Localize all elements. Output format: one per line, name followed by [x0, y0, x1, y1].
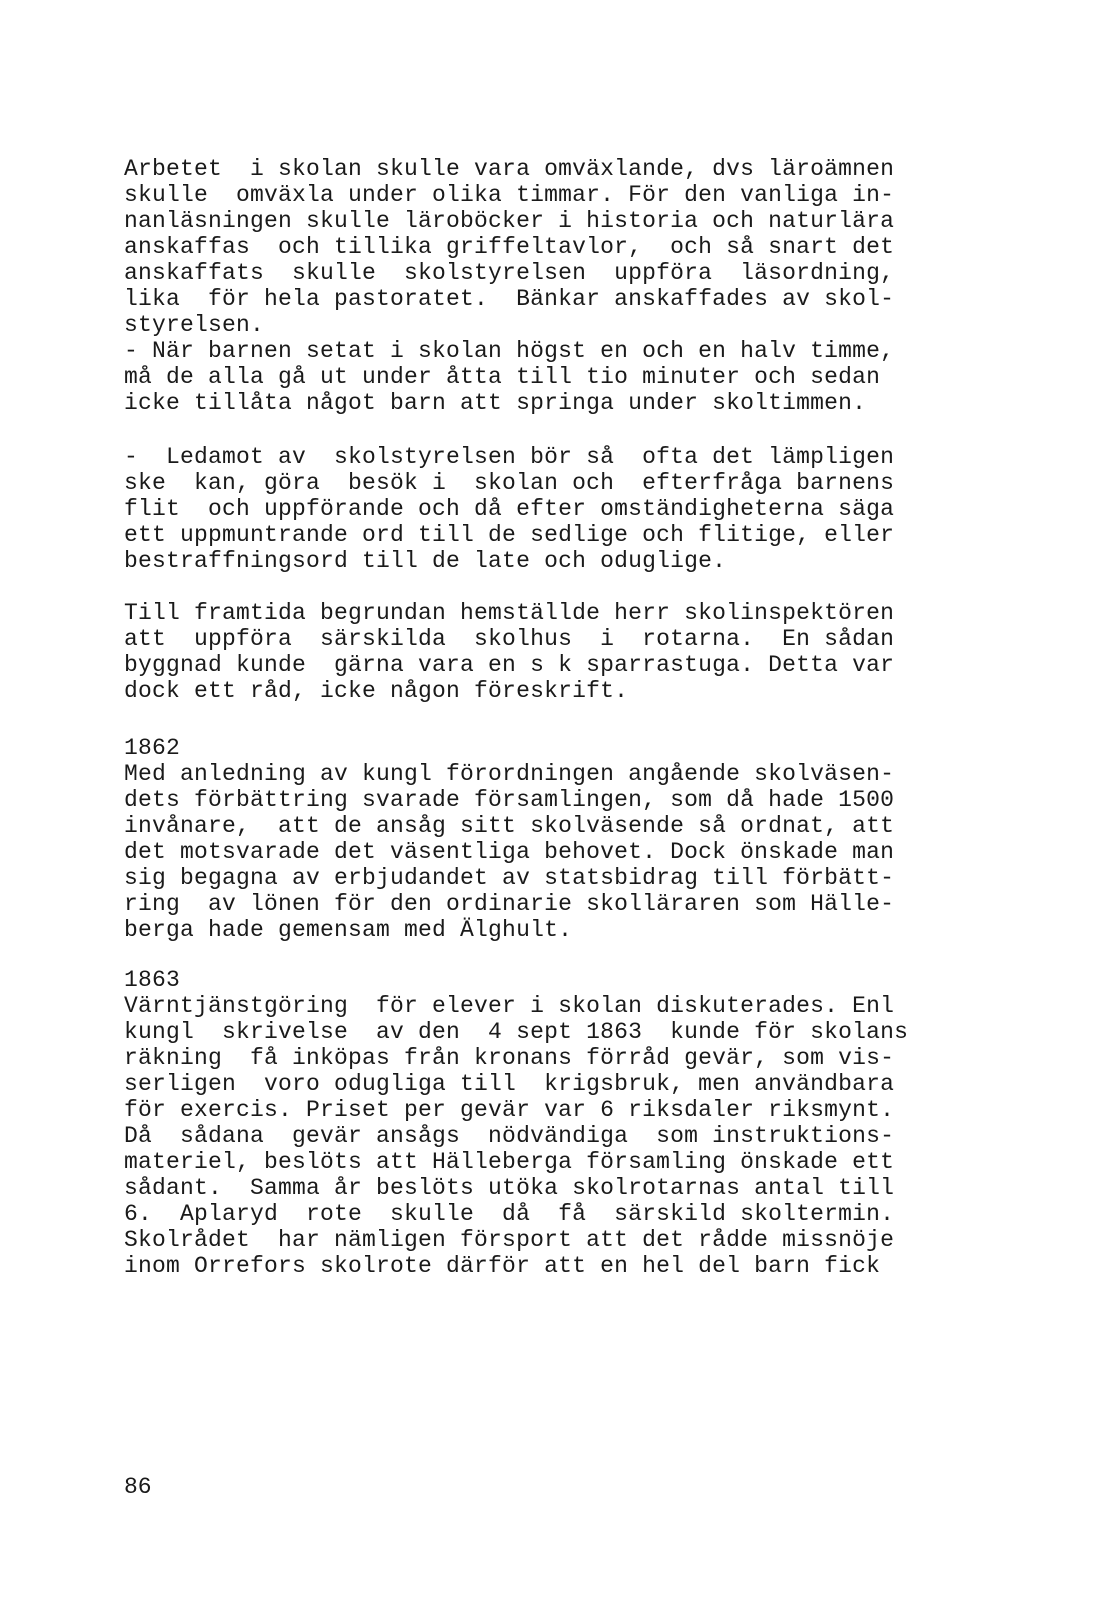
text-line: för exercis. Priset per gevär var 6 riksdaler riksmynt.	[124, 1097, 895, 1123]
text-line: byggnad kunde gärna vara en s k sparrastuga. Detta var	[124, 652, 895, 678]
paragraph-1862	[124, 735, 1004, 943]
text-line: styrelsen.	[124, 312, 265, 338]
text-line: må de alla gå ut under åtta till tio minuter och sedan	[124, 364, 881, 390]
text-line: ett uppmuntrande ord till de sedlige och flitige, eller	[124, 522, 895, 548]
text-line: bestraffningsord till de late och oduglige.	[124, 548, 727, 574]
year-heading: 1863	[124, 967, 181, 993]
text-line: icke tillåta något barn att springa under skoltimmen.	[124, 390, 867, 416]
text-line: att uppföra särskilda skolhus i rotarna. En sådan	[124, 626, 895, 652]
text-line: flit och uppförande och då efter omständigheterna säga	[124, 496, 895, 522]
text-line: - Ledamot av skolstyrelsen bör så ofta det lämpligen	[124, 444, 895, 470]
text-line: lika för hela pastoratet. Bänkar anskaffades av skol-	[124, 286, 895, 312]
text-line: dock ett råd, icke någon föreskrift.	[124, 678, 629, 704]
text-line: 6. Aplaryd rote skulle då få särskild skoltermin.	[124, 1201, 895, 1227]
text-line: berga hade gemensam med Älghult.	[124, 917, 573, 943]
text-line: ske kan, göra besök i skolan och efterfråga barnens	[124, 470, 895, 496]
text-line: serligen voro odugliga till krigsbruk, men användbara	[124, 1071, 895, 1097]
paragraph-2	[124, 444, 1004, 574]
text-line: ring av lönen för den ordinarie skolläraren som Hälle-	[124, 891, 895, 917]
paragraph-1863	[124, 967, 1004, 1279]
text-line: dets förbättring svarade församlingen, som då hade 1500	[124, 787, 895, 813]
text-line: kungl skrivelse av den 4 sept 1863 kunde för skolans	[124, 1019, 909, 1045]
text-line: Då sådana gevär ansågs nödvändiga som instruktions-	[124, 1123, 895, 1149]
text-line: anskaffas och tillika griffeltavlor, och så snart det	[124, 234, 895, 260]
text-line: - När barnen setat i skolan högst en och en halv timme,	[124, 338, 895, 364]
text-line: inom Orrefors skolrote därför att en hel del barn fick	[124, 1253, 881, 1279]
text-line: räkning få inköpas från kronans förråd gevär, som vis-	[124, 1045, 895, 1071]
text-line: Skolrådet har nämligen försport att det rådde missnöje	[124, 1227, 895, 1253]
text-line: materiel, beslöts att Hälleberga församling önskade ett	[124, 1149, 895, 1175]
year-heading: 1862	[124, 735, 181, 761]
page-number: 86	[124, 1474, 152, 1500]
text-line: Arbetet i skolan skulle vara omväxlande, dvs läroämnen	[124, 156, 895, 182]
text-line: sådant. Samma år beslöts utöka skolrotarnas antal till	[124, 1175, 895, 1201]
text-line: det motsvarade det väsentliga behovet. Dock önskade man	[124, 839, 895, 865]
text-line: Med anledning av kungl förordningen angående skolväsen-	[124, 761, 895, 787]
paragraph-1	[124, 156, 1004, 416]
text-line: anskaffats skulle skolstyrelsen uppföra läsordning,	[124, 260, 895, 286]
text-line: nanläsningen skulle läroböcker i historia och naturlära	[124, 208, 895, 234]
paragraph-3	[124, 600, 1004, 704]
text-line: Till framtida begrundan hemställde herr skolinspektören	[124, 600, 895, 626]
text-line: sig begagna av erbjudandet av statsbidrag till förbätt-	[124, 865, 895, 891]
text-line: Värntjänstgöring för elever i skolan diskuterades. Enl	[124, 993, 895, 1019]
text-line: invånare, att de ansåg sitt skolväsende så ordnat, att	[124, 813, 895, 839]
text-line: skulle omväxla under olika timmar. För den vanliga in-	[124, 182, 895, 208]
